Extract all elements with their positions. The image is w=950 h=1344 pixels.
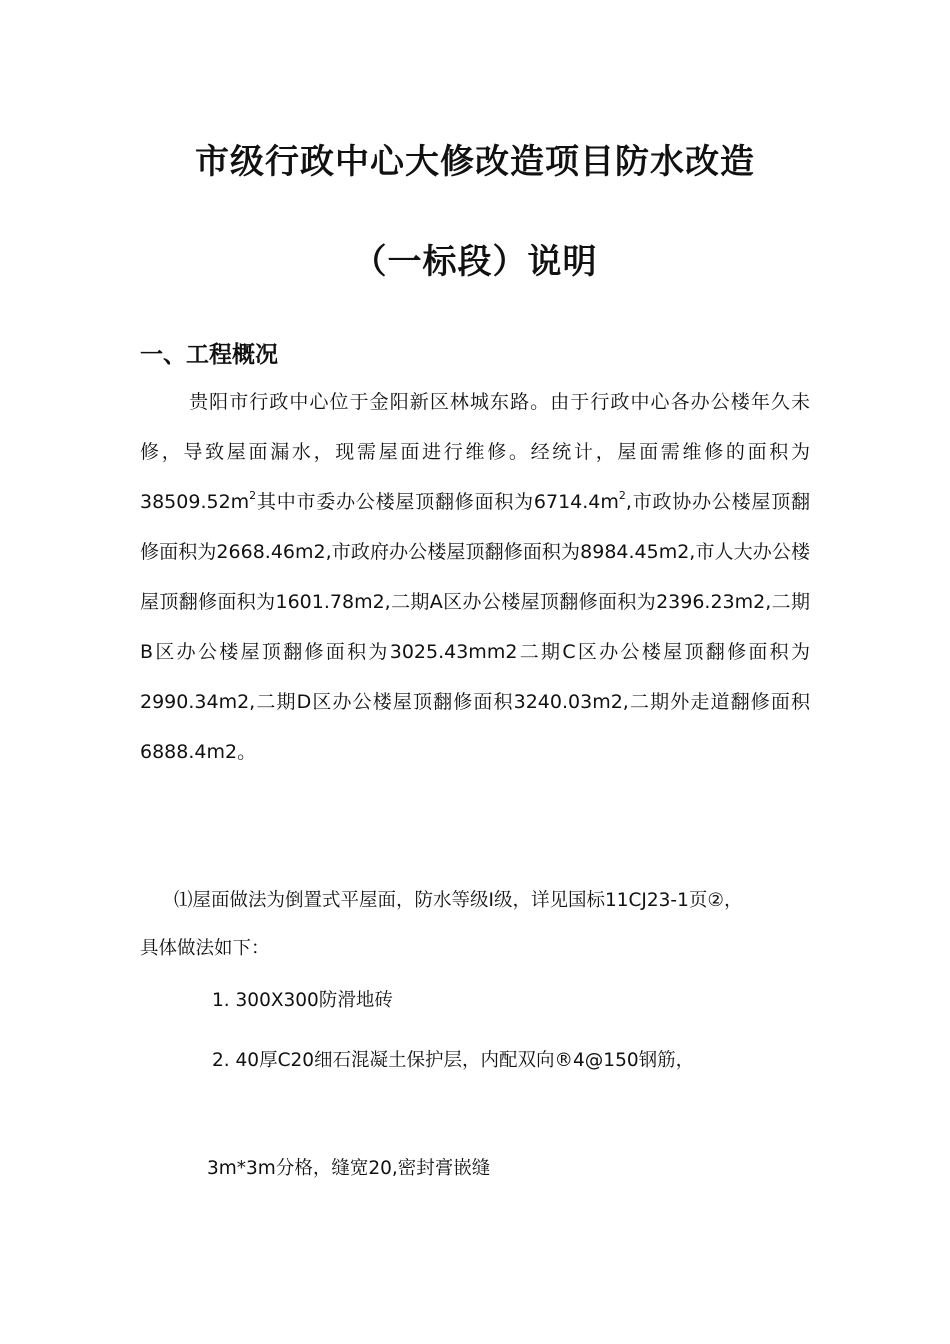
overview-text-part2: 其中市委办公楼屋顶翻修面积为6714.4m	[256, 491, 619, 513]
overview-paragraph	[140, 377, 810, 777]
document-title-line2: （一标段）说明	[352, 242, 598, 282]
superscript-2: 2	[249, 489, 257, 502]
roof-method-line1: ⑴屋面做法为倒置式平屋面，防水等级Ⅰ级，详见国标11CJ23-1页②，	[174, 890, 743, 911]
roof-layer-item-2-continued: 3m*3m分格，缝宽20,密封膏嵌缝	[207, 1158, 491, 1179]
roof-layer-item-1: 1. 300X300防滑地砖	[212, 990, 393, 1011]
overview-text-part1: 贵阳市行政中心位于金阳新区林城东路。由于行政中心各办公楼年久未修，导致屋面漏水，现需屋面进行维修。经统计，屋面需维修的面积为38509.52m	[140, 391, 810, 513]
superscript-2: 2	[618, 489, 626, 502]
roof-method-line2: 具体做法如下：	[140, 938, 270, 959]
roof-layer-item-2: 2. 40厚C20细石混凝土保护层，内配双向®4@150钢筋，	[212, 1050, 695, 1071]
document-title-line1: 市级行政中心大修改造项目防水改造	[195, 142, 755, 182]
section-heading-overview: 一、工程概况	[140, 342, 278, 368]
overview-text-part3: ,市政协办公楼屋顶翻修面积为2668.46m2,市政府办公楼屋顶翻修面积为8984.45m2,市人大办公楼屋顶翻修面积为1601.78m2,二期A区办公楼屋顶翻修面积为2396.23m2,二期B区办公楼屋顶翻修面积为3025.43mm2二期C区办公楼屋顶翻修面积为2990.34m2,二期D区办公楼屋顶翻修面积3240.03m2,二期外走道翻修面积6888.4m2。	[140, 491, 810, 763]
